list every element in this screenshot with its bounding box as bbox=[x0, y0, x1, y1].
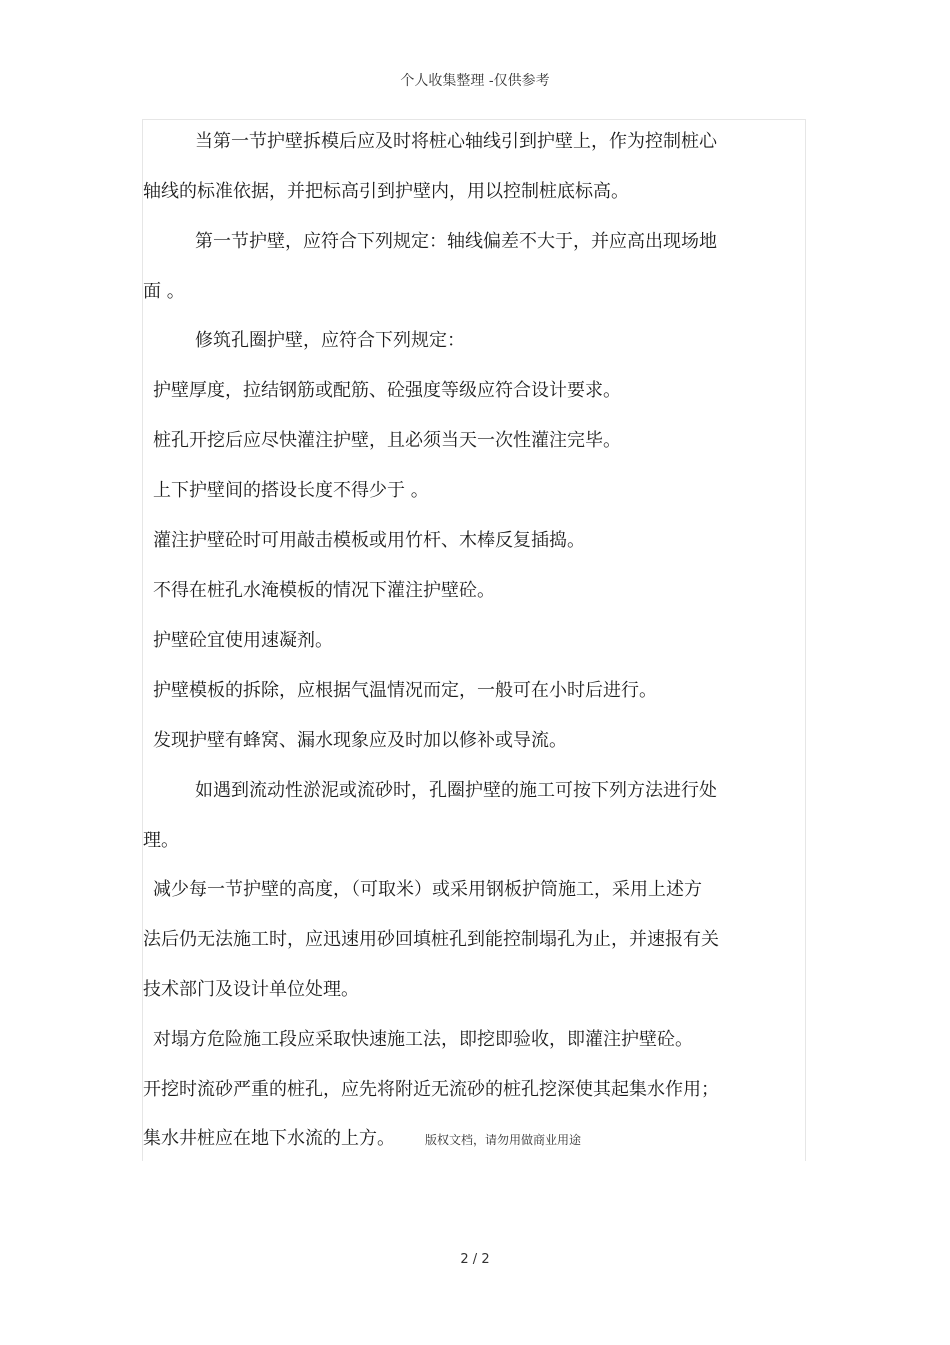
list-item: 桩孔开挖后应尽快灌注护壁，且必须当天一次性灌注完毕。 bbox=[153, 430, 621, 451]
list-item: 上下护壁间的搭设长度不得少于 。 bbox=[153, 480, 429, 501]
list-item: 对塌方危险施工段应采取快速施工法，即挖即验收，即灌注护壁砼。 bbox=[153, 1029, 693, 1050]
paragraph-line: 技术部门及设计单位处理。 bbox=[143, 979, 359, 1000]
paragraph-line: 当第一节护壁拆模后应及时将桩心轴线引到护壁上，作为控制桩心 bbox=[195, 131, 717, 152]
paragraph-line: 法后仍无法施工时，应迅速用砂回填桩孔到能控制塌孔为止，并速报有关 bbox=[143, 929, 719, 950]
list-item: 发现护壁有蜂窝、漏水现象应及时加以修补或导流。 bbox=[153, 730, 567, 751]
list-item: 不得在桩孔水淹模板的情况下灌注护壁砼。 bbox=[153, 580, 495, 601]
list-item: 减少每一节护壁的高度，（可取米）或采用钢板护筒施工，采用上述方 bbox=[153, 879, 702, 900]
list-item: 护壁砼宜使用速凝剂。 bbox=[153, 630, 333, 651]
list-item: 灌注护壁砼时可用敲击模板或用竹杆、木棒反复插捣。 bbox=[153, 530, 585, 551]
paragraph-line: 修筑孔圈护壁，应符合下列规定： bbox=[195, 330, 465, 351]
page-number: 2 / 2 bbox=[460, 1252, 490, 1267]
paragraph-line: 如遇到流动性淤泥或流砂时，孔圈护壁的施工可按下列方法进行处 bbox=[195, 780, 717, 801]
paragraph-text: 集水井桩应在地下水流的上方。 bbox=[143, 1128, 395, 1149]
paragraph-line: 轴线的标准依据，并把标高引到护壁内，用以控制桩底标高。 bbox=[143, 181, 629, 202]
list-item: 护壁模板的拆除，应根据气温情况而定，一般可在小时后进行。 bbox=[153, 680, 657, 701]
paragraph-line: 面 。 bbox=[143, 281, 185, 302]
list-item: 护壁厚度，拉结钢筋或配筋、砼强度等级应符合设计要求。 bbox=[153, 380, 621, 401]
paragraph-line: 第一节护壁，应符合下列规定：轴线偏差不大于，并应高出现场地 bbox=[195, 231, 717, 252]
copyright-note: 版权文档，请勿用做商业用途 bbox=[425, 1133, 582, 1147]
paragraph-line: 理。 bbox=[143, 830, 179, 851]
paragraph-line: 开挖时流砂严重的桩孔，应先将附近无流砂的桩孔挖深使其起集水作用； bbox=[143, 1079, 719, 1100]
paragraph-line bbox=[143, 1127, 581, 1152]
page-header: 个人收集整理 -仅供参考 bbox=[400, 73, 550, 89]
